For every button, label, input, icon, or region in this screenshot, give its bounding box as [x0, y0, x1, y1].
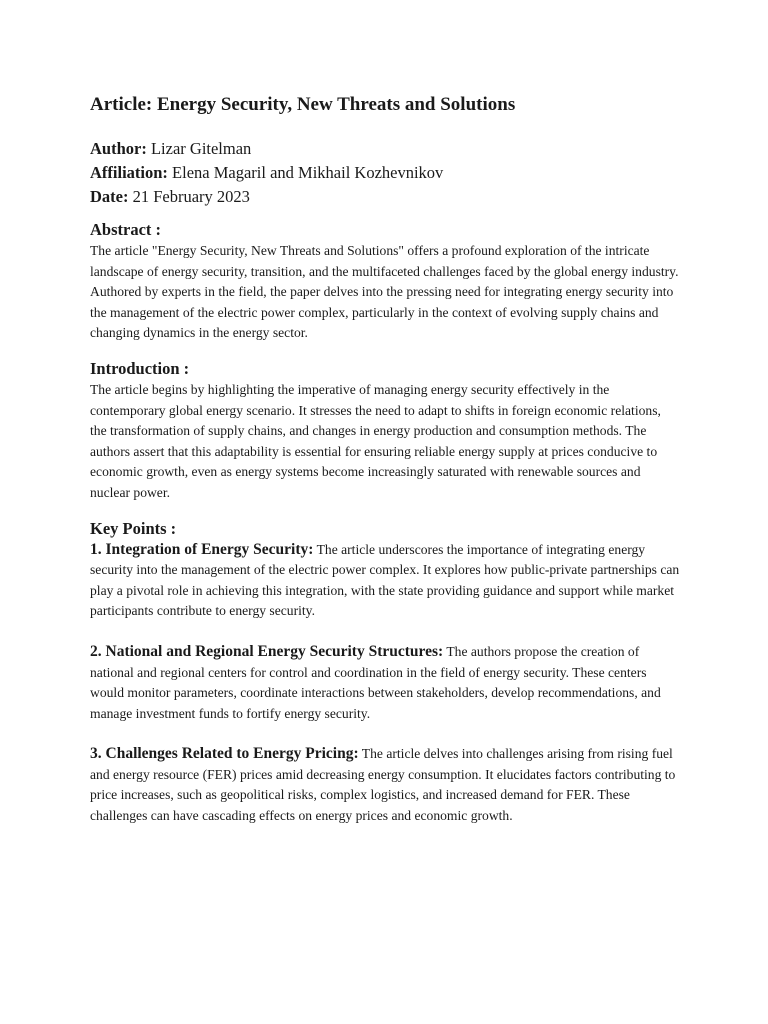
author-value: Lizar Gitelman	[146, 139, 252, 158]
date-line	[90, 185, 680, 209]
date-value: 21 February 2023	[128, 187, 250, 206]
document-page	[90, 92, 680, 847]
key-points-heading: Key Points :	[90, 518, 177, 538]
abstract-section	[90, 219, 680, 344]
introduction-heading: Introduction :	[90, 358, 190, 378]
author-label: Author:	[90, 139, 147, 158]
key-point-item	[90, 540, 680, 622]
author-line	[90, 137, 680, 161]
affiliation-line	[90, 161, 680, 185]
article-title: Article: Energy Security, New Threats and Solutions	[90, 94, 516, 115]
abstract-text: The article "Energy Security, New Threats and Solutions" offers a profound exploration of the intricate landscape of energy security, transition, and the multifaceted challenges faced by the global energy industry. Authored by experts in the field, the paper delves into the pressing need for integrating energy security into the management of the electric power complex, particularly in the context of evolving supply chains and changing dynamics in the energy sector.	[90, 243, 679, 341]
introduction-section	[90, 358, 680, 504]
key-point-item	[90, 744, 680, 826]
key-points-section	[90, 518, 680, 827]
article-meta	[90, 137, 680, 209]
abstract-heading: Abstract :	[90, 220, 162, 239]
introduction-text: The article begins by highlighting the imperative of managing energy security effectively in the contemporary global energy scenario. It stresses the need to adapt to shifts in foreign economic relations, the transformation of supply chains, and changes in energy production and consumption methods. The authors assert that this adaptability is essential for ensuring reliable energy supply at prices conducive to economic growth, even as energy systems become increasingly saturated with renewable sources and nuclear power.	[90, 381, 661, 500]
key-point-heading: 2. National and Regional Energy Security Structures:	[90, 642, 444, 660]
key-point-heading: 3. Challenges Related to Energy Pricing:	[90, 745, 359, 763]
key-point-heading: 1. Integration of Energy Security:	[90, 540, 314, 558]
affiliation-value: Elena Magaril and Mikhail Kozhevnikov	[167, 163, 444, 182]
key-point-text: The authors propose the creation of national and regional centers for control and coordination in the field of energy security. These centers would monitor parameters, coordinate interactions between stakeholders, develop recommendations, and manage investment funds to fortify energy security.	[90, 643, 661, 721]
affiliation-label: Affiliation:	[90, 163, 168, 182]
key-point-text: The article delves into challenges arising from rising fuel and energy resource (FER) prices amid decreasing energy consumption. It elucidates factors contributing to price increases, such as geopolitical risks, complex logistics, and increased demand for FER. These challenges can have cascading effects on energy prices and economic growth.	[90, 746, 676, 824]
date-label: Date:	[90, 187, 129, 206]
key-point-item	[90, 642, 680, 724]
key-point-text: The article underscores the importance of integrating energy security into the management of the electric power complex. It explores how public-private partnerships can play a pivotal role in achieving this integration, with the state providing guidance and support while market participants contribute to energy security.	[90, 541, 680, 619]
